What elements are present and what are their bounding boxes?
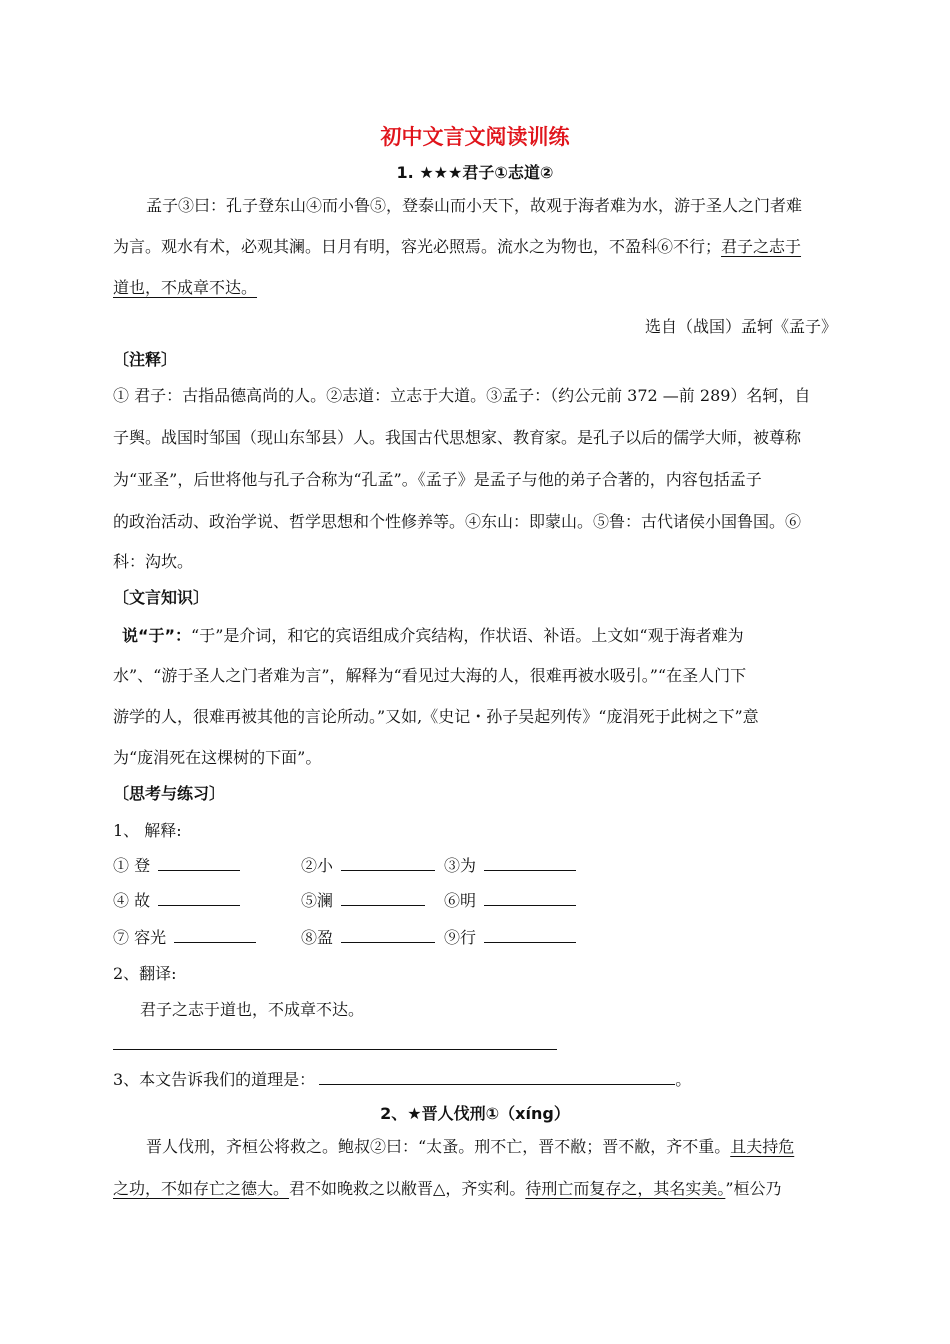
passage-line-1: 孟子③曰：孔子登东山④而小鲁⑤，登泰山而小天下，故观于海者难为水，游于圣人之门者难 [146,196,803,215]
passage-line-3 [113,278,257,298]
note-line-3: 为“亚圣”，后世将他与孔子合称为“孔孟”。《孟子》是孟子与他的弟子合著的，内容包括孟子 [113,470,762,489]
note-line-1: ① 君子：古指品德高尚的人。②志道：立志于大道。③孟子：（约公元前 372 —前 289）名轲，自 [113,386,811,405]
document-title: 初中文言文阅读训练 [380,125,570,149]
exercise-item: ③为 [444,856,576,876]
knowledge-line-1: 说“于”：“于”是介词，和它的宾语组成介宾结构，作状语、补语。上文如“观于海者难为 [122,626,744,645]
exercise-item: ⑤澜 [301,891,425,911]
notes-heading: 〔注释〕 [113,350,178,369]
answer-blank[interactable] [158,891,240,906]
underlined-sentence-cont: 道也，不成章不达。 [113,278,258,297]
answer-blank[interactable] [158,856,240,871]
answer-blank[interactable] [484,856,576,871]
translation-answer-line[interactable] [113,1049,557,1050]
exercise-item: ②小 [301,856,435,876]
answer-blank[interactable] [341,928,435,943]
passage-2-line-2: 之功，不如存亡之德大。君不如晚救之以敝晋△，齐实利。待刑亡而复存之，其名实美。”桓公乃 [113,1179,782,1198]
exercise-heading: 〔思考与练习〕 [113,784,226,803]
exercise-item: ⑥明 [444,891,576,911]
section-2-heading: 2、★晋人伐刑①（xíng） [380,1104,570,1123]
knowledge-heading: 〔文言知识〕 [113,588,210,607]
answer-blank[interactable] [319,1070,675,1085]
note-line-2: 子舆。战国时邹国（现山东邹县）人。我国古代思想家、教育家。是孔子以后的儒学大师，被尊称 [113,428,802,447]
underlined-sentence: 君子之志于 [721,237,802,256]
section-1-heading: 1. ★★★君子①志道② [396,163,554,182]
answer-blank[interactable] [484,928,576,943]
answer-blank[interactable] [174,928,256,943]
knowledge-line-4: 为“庞涓死在这棵树的下面”。 [113,748,322,767]
exercise-item: ⑧盈 [301,928,435,948]
answer-blank[interactable] [484,891,576,906]
passage-2-line-1: 晋人伐刑，齐桓公将救之。鲍叔②曰：“太蚤。刑不亡，晋不敝；晋不敝，齐不重。且夫持危 [146,1137,795,1156]
answer-blank[interactable] [341,891,425,906]
question-1: 1、 解释: [113,821,182,840]
exercise-item: ⑨行 [444,928,576,948]
answer-blank[interactable] [341,856,435,871]
knowledge-line-2: 水”、“游于圣人之门者难为言”，解释为“看见过大海的人，很难再被水吸引。”“在圣人门下 [113,666,747,685]
question-2: 2、翻译: [113,964,177,983]
translation-sentence: 君子之志于道也，不成章不达。 [140,1000,365,1019]
passage-source: 选自（战国）孟轲《孟子》 [644,317,837,336]
note-line-5: 科：沟坎。 [113,552,194,571]
passage-line-2: 为言。观水有术，必观其澜。日月有明，容光必照焉。流水之为物也，不盈科⑥不行；君子之志于 [113,237,802,256]
question-3: 3、本文告诉我们的道理是： 。 [113,1070,692,1089]
exercise-item: ④ 故 [113,891,240,911]
knowledge-line-3: 游学的人，很难再被其他的言论所动。”又如,《史记・孙子吴起列传》“庞涓死于此树之下”意 [113,707,759,726]
note-line-4: 的政治活动、政治学说、哲学思想和个性修养等。④东山：即蒙山。⑤鲁：古代诸侯小国鲁国。⑥ [113,512,802,531]
exercise-item: ⑦ 容光 [113,928,256,948]
exercise-item: ① 登 [113,856,240,876]
